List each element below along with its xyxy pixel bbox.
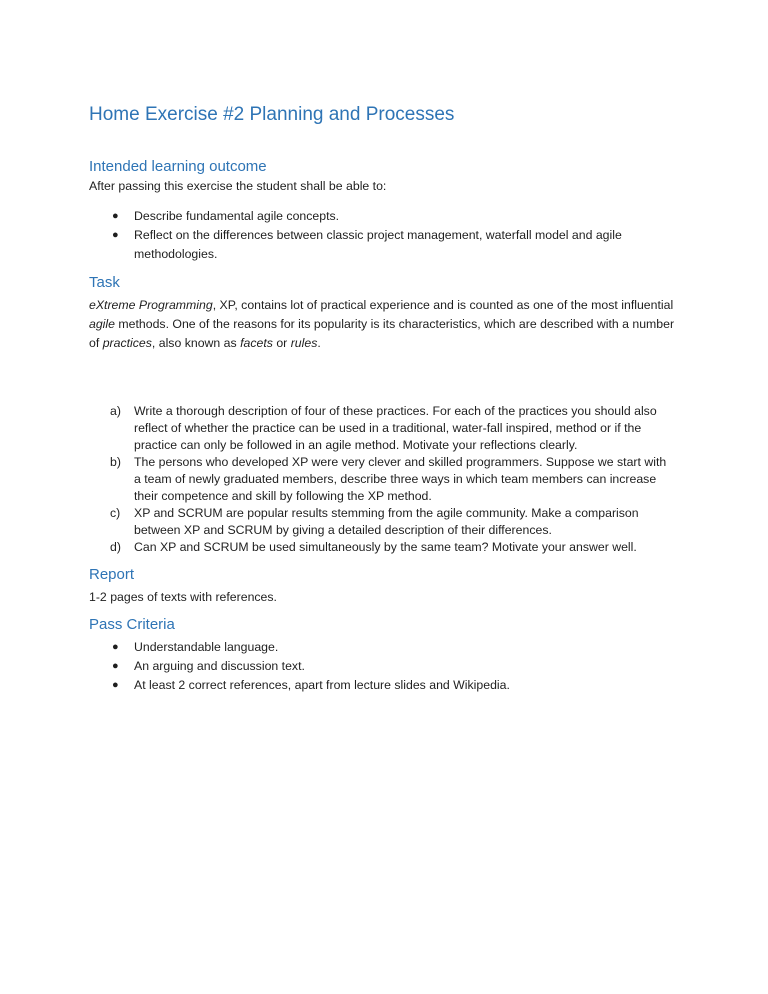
item-text: Can XP and SCRUM be used simultaneously by the same team? Motivate your answer well. [134, 540, 637, 554]
bullet-icon: ● [112, 641, 119, 653]
outcome-intro: After passing this exercise the student shall be able to: [89, 179, 387, 193]
task-question-list [89, 403, 669, 556]
list-item: ● An arguing and discussion text. [89, 657, 689, 676]
list-item: ● Understandable language. [89, 638, 689, 657]
heading-report: Report [89, 566, 135, 583]
bullet-icon: ● [112, 679, 119, 691]
item-marker: a) [110, 404, 121, 418]
document-title: Home Exercise #2 Planning and Processes [89, 104, 455, 125]
item-text: XP and SCRUM are popular results stemming from the agile community. Make a comparison between XP and SCRUM by giving a detailed description of their differences. [134, 506, 639, 537]
outcome-bullet-list [89, 207, 689, 264]
pass-criteria-list [89, 638, 689, 695]
list-item [89, 539, 669, 556]
report-text: 1-2 pages of texts with references. [89, 590, 277, 604]
bullet-icon: ● [112, 229, 119, 241]
list-item: ● At least 2 correct references, apart from lecture slides and Wikipedia. [89, 676, 689, 695]
task-paragraph: eXtreme Programming, XP, contains lot of practical experience and is counted as one of the most influential agile methods. One of the reasons for its popularity is its characteristics, which are described with a number of practices, also known as facets or rules. [89, 298, 675, 350]
heading-learning-outcome: Intended learning outcome [89, 158, 267, 175]
bullet-icon: ● [112, 660, 119, 672]
item-text: The persons who developed XP were very clever and skilled programmers. Suppose we start with a team of newly graduated members, describe three ways in which team members can increase their competence and skill by following the XP method. [134, 455, 667, 503]
heading-task: Task [89, 274, 120, 291]
list-item: ● Reflect on the differences between classic project management, waterfall model and agile methodologies. [112, 228, 622, 261]
list-item [89, 403, 669, 454]
list-item [89, 454, 669, 505]
heading-pass-criteria: Pass Criteria [89, 616, 175, 633]
list-item: ● Describe fundamental agile concepts. [89, 207, 689, 226]
list-item [89, 505, 669, 539]
item-marker: c) [110, 506, 121, 520]
item-text: Write a thorough description of four of these practices. For each of the practices you should also reflect of whether the practice can be used in a traditional, water-fall inspired, method or if the practice can only be followed in an agile method. Motivate your reflections clearly. [134, 404, 657, 452]
bullet-icon: ● [112, 210, 119, 222]
item-marker: b) [110, 455, 121, 469]
item-marker: d) [110, 540, 121, 554]
